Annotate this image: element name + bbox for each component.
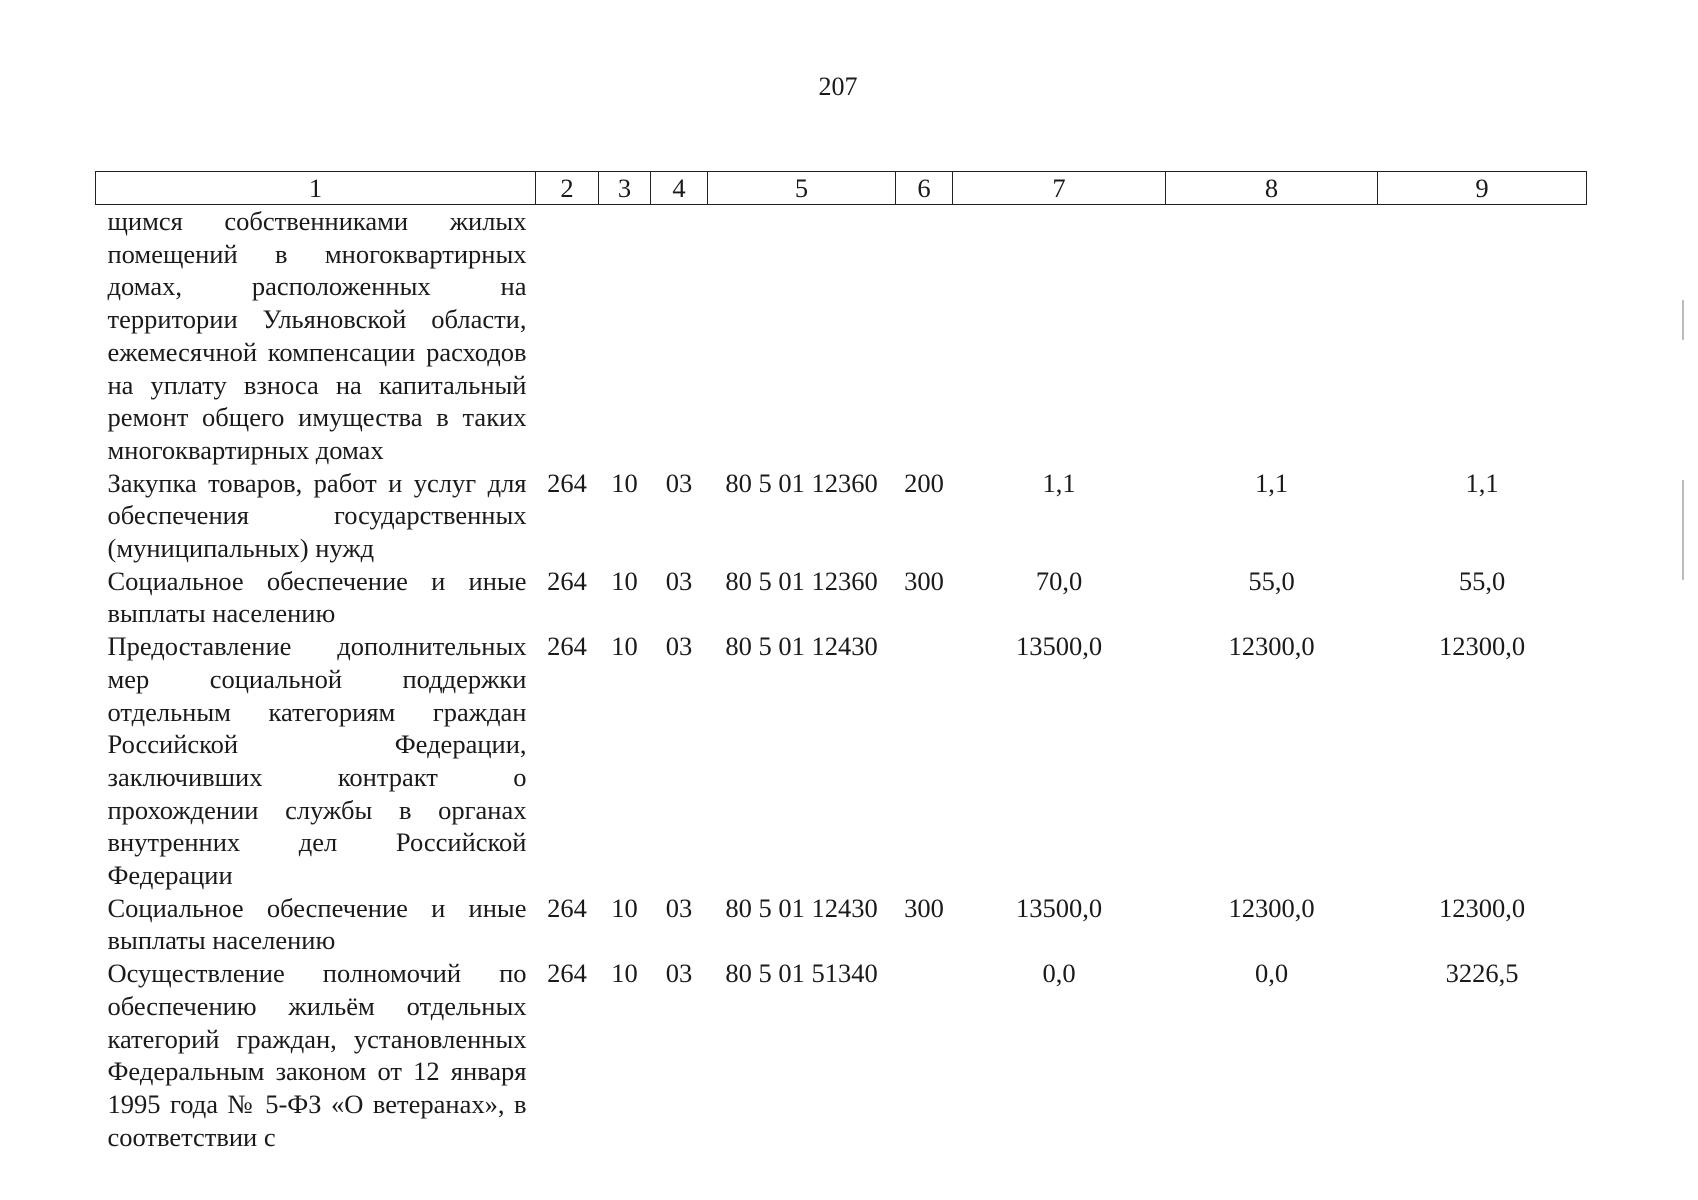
cell-amount-7: 0,0 [1042,958,1076,989]
column-header: 1 [96,172,536,205]
cell-subsection: 03 [665,631,693,662]
cell-amount-8: 0,0 [1254,958,1289,989]
cell-target-article: 80 5 01 12360 [725,565,878,596]
cell-amount-7: 13500,0 [1015,631,1103,662]
column-header: 3 [599,172,651,205]
cell-amount-7: 70,0 [1035,565,1083,596]
cell-subsection: 03 [665,958,693,989]
column-header: 9 [1378,172,1587,205]
cell-chapter [536,205,599,467]
cell-expense-type [896,957,953,1153]
cell-section [599,205,651,467]
table-header-row [96,172,1587,205]
cell-target-article [708,205,896,467]
cell-section: 10 [611,467,638,498]
scan-margin-mark [1682,480,1684,580]
cell-amount-7: 13500,0 [1015,892,1103,923]
cell-expense-type: 300 [904,565,944,596]
column-header: 5 [708,172,896,205]
row-description: Социальное обеспечение и иные выплаты населению [107,892,527,956]
cell-amount-9: 12300,0 [1438,631,1526,662]
cell-amount-8: 55,0 [1248,565,1295,596]
cell-expense-type: 200 [904,467,944,498]
cell-chapter: 264 [547,565,587,596]
cell-section: 10 [611,631,638,662]
cell-amount-8: 12300,0 [1228,631,1315,662]
table-row [96,467,1587,565]
row-description: Закупка товаров, работ и услуг для обеспечения государственных (муниципальных) нужд [107,467,527,564]
column-header: 2 [536,172,599,205]
cell-expense-type [896,205,953,467]
table-row [96,630,1587,892]
table-row [96,565,1587,630]
column-header: 8 [1166,172,1378,205]
cell-target-article: 80 5 01 12430 [725,892,878,923]
cell-amount-8: 1,1 [1254,467,1289,498]
cell-amount-8: 12300,0 [1228,892,1315,923]
table-row [96,957,1587,1153]
cell-chapter: 264 [547,892,587,923]
cell-target-article: 80 5 01 12360 [725,467,878,498]
budget-table-container [95,171,1587,1153]
cell-amount-9: 3226,5 [1445,958,1519,989]
table-row [96,205,1587,467]
cell-subsection: 03 [665,892,693,923]
cell-expense-type: 300 [904,892,944,923]
row-description: Осуществление полномочий по обеспечению жильём отдельных категорий граждан, установленных Федеральным законом от 12 января 1995 года № 5-ФЗ «О ветеранах», в соответствии с [107,958,527,1152]
cell-subsection: 03 [665,565,693,596]
cell-chapter: 264 [547,958,587,989]
budget-table [95,171,1587,1153]
row-description: Социальное обеспечение и иные выплаты населению [107,565,527,629]
cell-expense-type [896,630,953,892]
cell-target-article: 80 5 01 51340 [725,958,878,989]
column-header: 4 [651,172,708,205]
cell-amount-8 [1166,205,1378,467]
cell-target-article: 80 5 01 12430 [725,631,878,662]
cell-amount-9: 1,1 [1465,467,1499,498]
column-header: 7 [953,172,1166,205]
cell-amount-9: 55,0 [1458,565,1506,596]
cell-subsection: 03 [665,467,693,498]
table-row [96,892,1587,957]
row-description: Предоставление дополнительных мер социальной поддержки отдельным категориям граждан Российской Федерации, заключивших контракт о прохождении службы в органах внутренних дел Российской Федерации [107,631,527,891]
cell-amount-9 [1378,205,1587,467]
cell-amount-9: 12300,0 [1438,892,1526,923]
cell-amount-7 [953,205,1166,467]
cell-section: 10 [611,958,638,989]
cell-chapter: 264 [547,631,587,662]
scan-margin-mark [1682,300,1684,340]
cell-subsection [651,205,708,467]
cell-section: 10 [611,565,638,596]
cell-chapter: 264 [547,467,587,498]
cell-section: 10 [611,892,638,923]
column-header: 6 [896,172,953,205]
row-description: щимся собственниками жилых помещений в многоквартирных домах, расположенных на территории Ульяновской области, ежемесячной компенсации расходов на уплату взноса на капитальный ремонт общего имущества в таких многоквартирных домах [107,206,527,465]
page-number: 207 [818,72,858,101]
cell-amount-7: 1,1 [1042,467,1076,498]
